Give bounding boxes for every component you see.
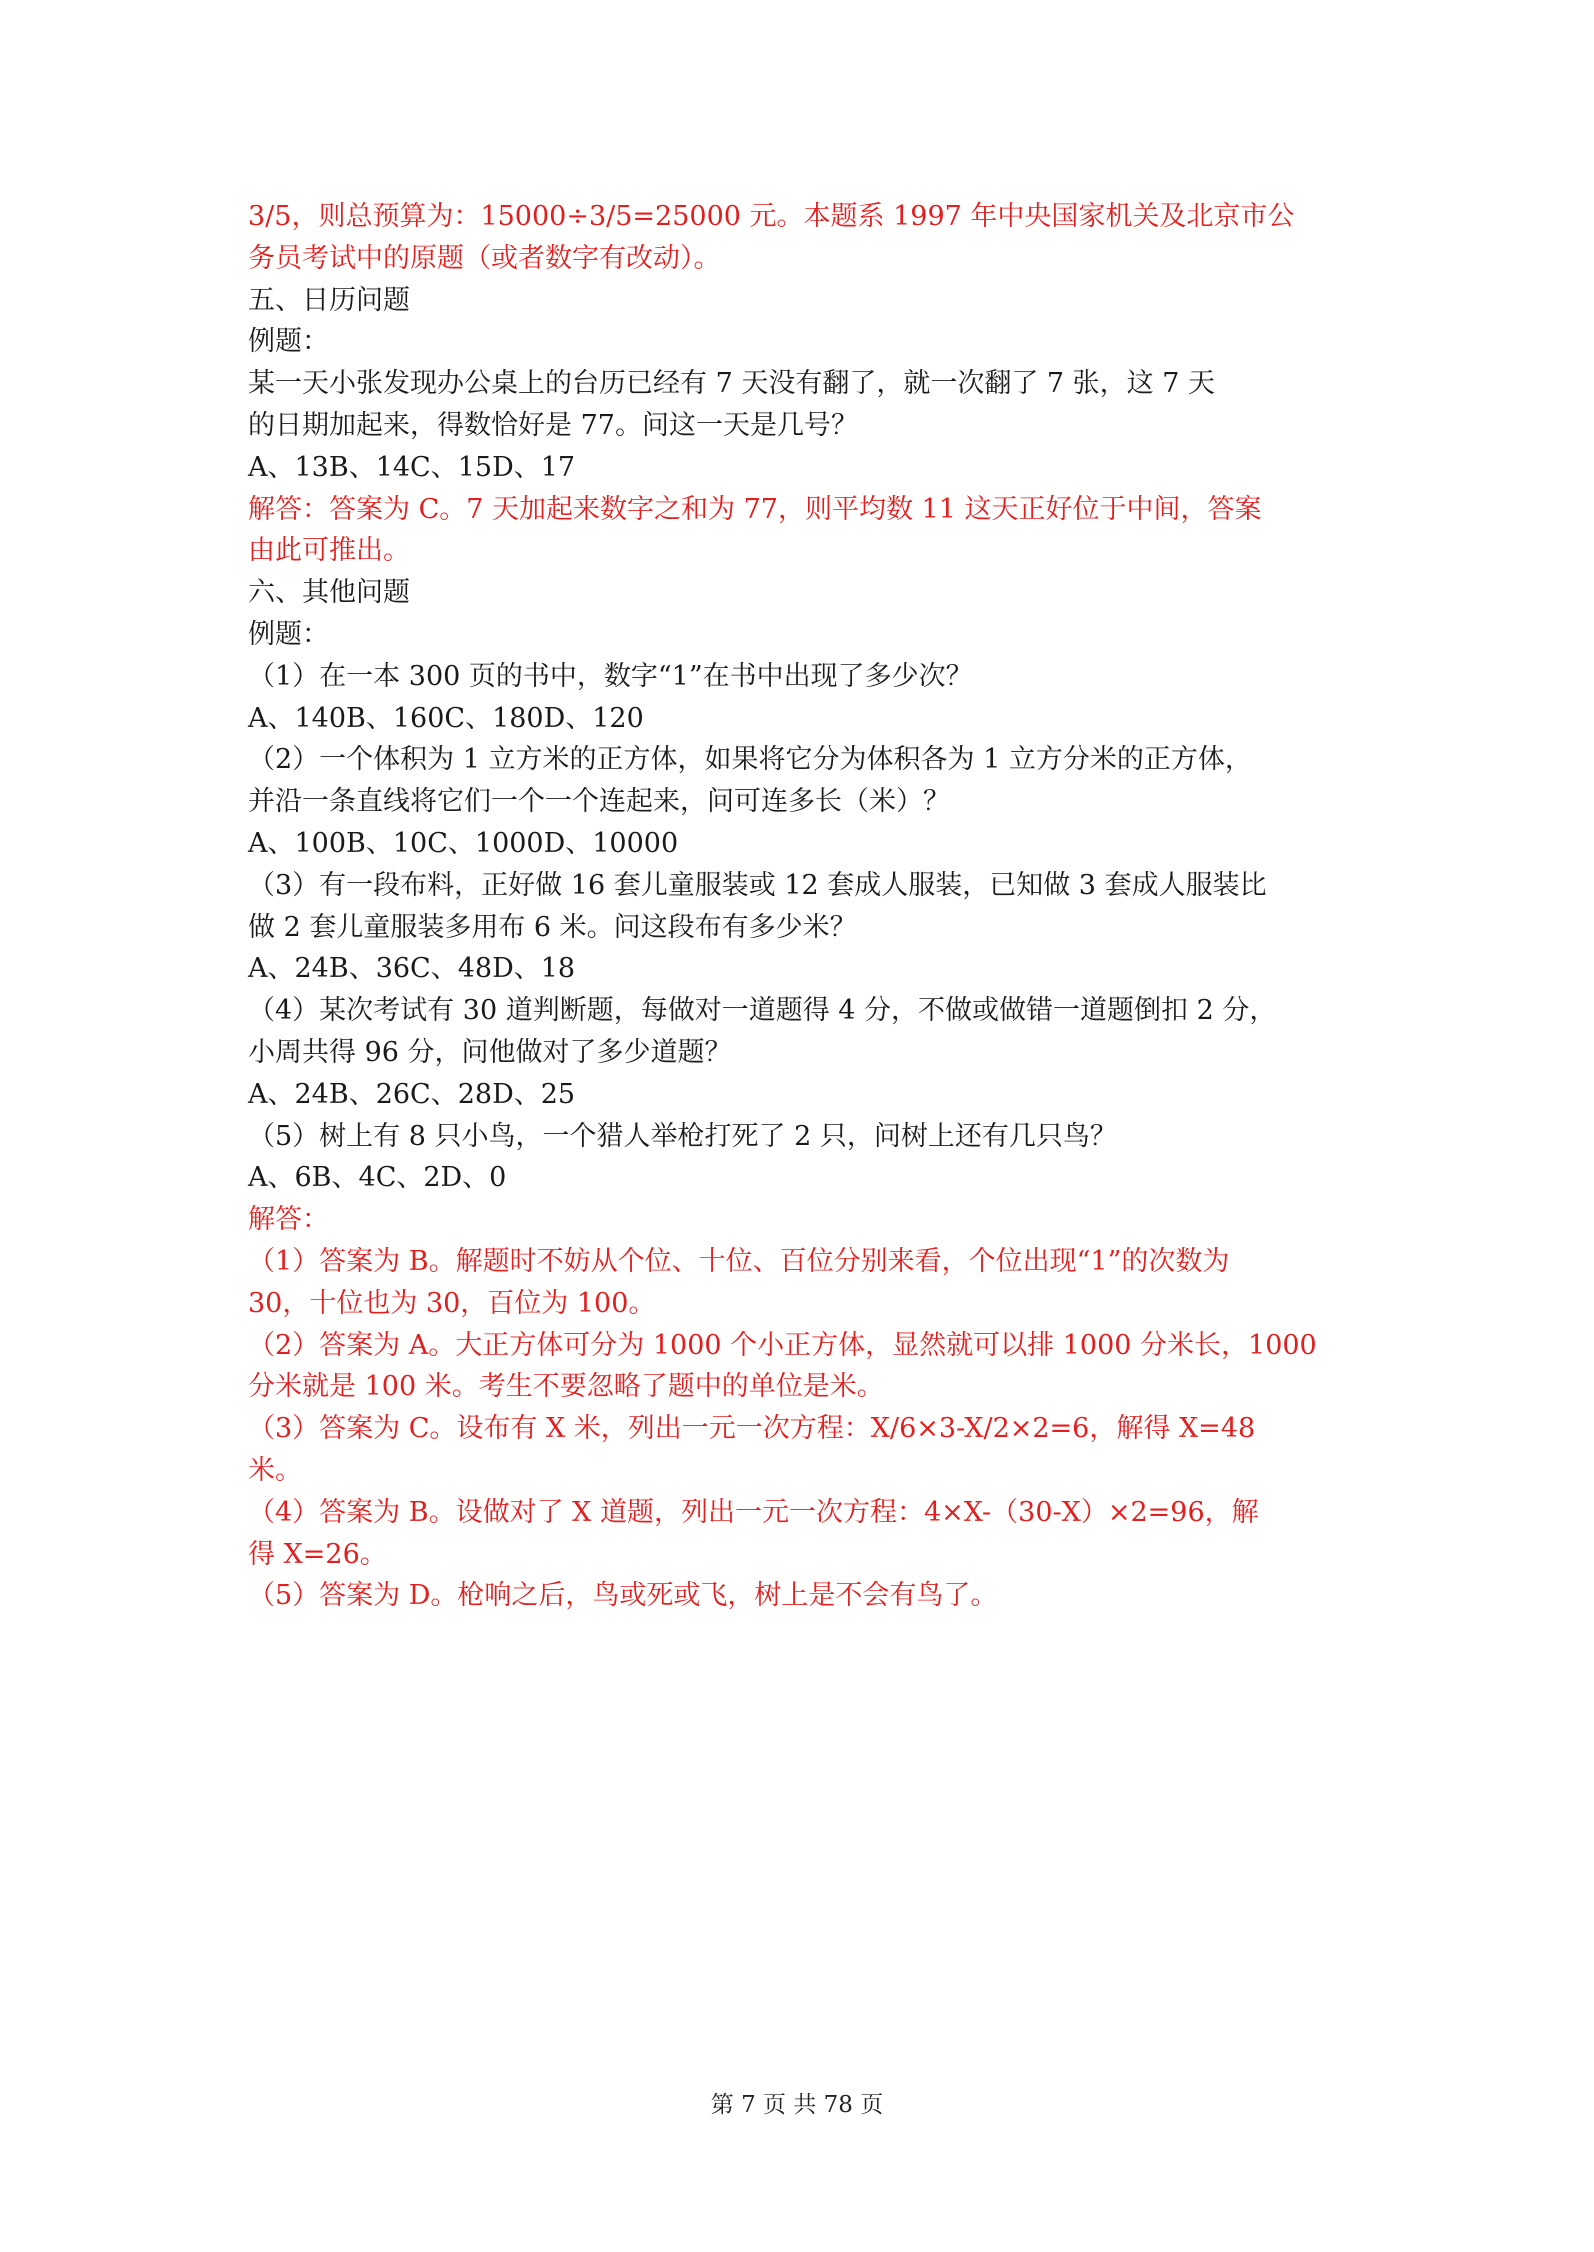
answer-options: A、100B、10C、1000D、10000	[248, 827, 679, 859]
question-text-line: （2）一个体积为 1 立方米的正方体，如果将它分为体积各为 1 立方分米的正方体，	[248, 744, 1252, 776]
question-text-line: 某一天小张发现办公桌上的台历已经有 7 天没有翻了，就一次翻了 7 张，这 7 天	[248, 368, 1216, 400]
question-text-line: （4）某次考试有 30 道判断题，每做对一道题得 4 分，不做或做错一道题倒扣 2 分，	[248, 995, 1277, 1027]
answer-text-line: 由此可推出。	[248, 535, 410, 567]
answer-text-line: 分米就是 100 米。考生不要忽略了题中的单位是米。	[248, 1371, 884, 1403]
answer-text-line: （2）答案为 A。大正方体可分为 1000 个小正方体，显然就可以排 1000 分米长，1000	[248, 1329, 1317, 1361]
answer-options: A、13B、14C、15D、17	[248, 451, 576, 483]
answer-text-line: 解答：答案为 C。7 天加起来数字之和为 77，则平均数 11 这天正好位于中间，答案	[248, 493, 1262, 525]
answer-text-line: 米。	[248, 1454, 302, 1486]
answer-text-line: 3/5，则总预算为：15000÷3/5=25000 元。本题系 1997 年中央国家机关及北京市公	[248, 201, 1295, 232]
section-heading-calendar: 五、日历问题	[248, 284, 410, 316]
answer-options: A、24B、36C、48D、18	[248, 953, 576, 985]
section-heading-other: 六、其他问题	[248, 577, 410, 609]
answer-text-line: 得 X=26。	[248, 1538, 387, 1570]
answer-text-line: 30，十位也为 30，百位为 100。	[248, 1287, 656, 1319]
answer-options: A、6B、4C、2D、0	[248, 1162, 507, 1194]
example-label: 例题：	[248, 326, 329, 358]
answer-text-line: （3）答案为 C。设布有 X 米，列出一元一次方程：X/6×3-X/2×2=6，解得 X=48	[248, 1413, 1256, 1445]
question-text-line: （3）有一段布料，正好做 16 套儿童服装或 12 套成人服装，已知做 3 套成人服装比	[248, 869, 1267, 901]
question-text-line: 做 2 套儿童服装多用布 6 米。问这段布有多少米？	[248, 911, 857, 943]
answer-text-line: （1）答案为 B。解题时不妨从个位、十位、百位分别来看，个位出现“1”的次数为	[248, 1245, 1230, 1277]
question-text-line: 并沿一条直线将它们一个一个连起来，问可连多长（米）？	[248, 786, 950, 818]
question-text-line: 的日期加起来，得数恰好是 77。问这一天是几号？	[248, 409, 858, 441]
answer-text-line: （5）答案为 D。枪响之后，鸟或死或飞，树上是不会有鸟了。	[248, 1580, 998, 1612]
answer-heading: 解答：	[248, 1204, 329, 1236]
answer-text-line: 务员考试中的原题（或者数字有改动）。	[248, 242, 721, 274]
question-text-line: （5）树上有 8 只小鸟，一个猎人举枪打死了 2 只，问树上还有几只鸟？	[248, 1120, 1117, 1152]
answer-options: A、24B、26C、28D、25	[248, 1078, 576, 1110]
answer-options: A、140B、160C、180D、120	[248, 702, 644, 734]
page-number-footer: 第 7 页 共 78 页	[710, 2092, 884, 2118]
answer-text-line: （4）答案为 B。设做对了 X 道题，列出一元一次方程：4×X-（30-X）×2=96，解	[248, 1496, 1259, 1528]
question-text-line: （1）在一本 300 页的书中，数字“1”在书中出现了多少次？	[248, 660, 973, 692]
example-label: 例题：	[248, 618, 329, 650]
question-text-line: 小周共得 96 分，问他做对了多少道题？	[248, 1036, 732, 1068]
document-body	[248, 196, 1368, 1617]
